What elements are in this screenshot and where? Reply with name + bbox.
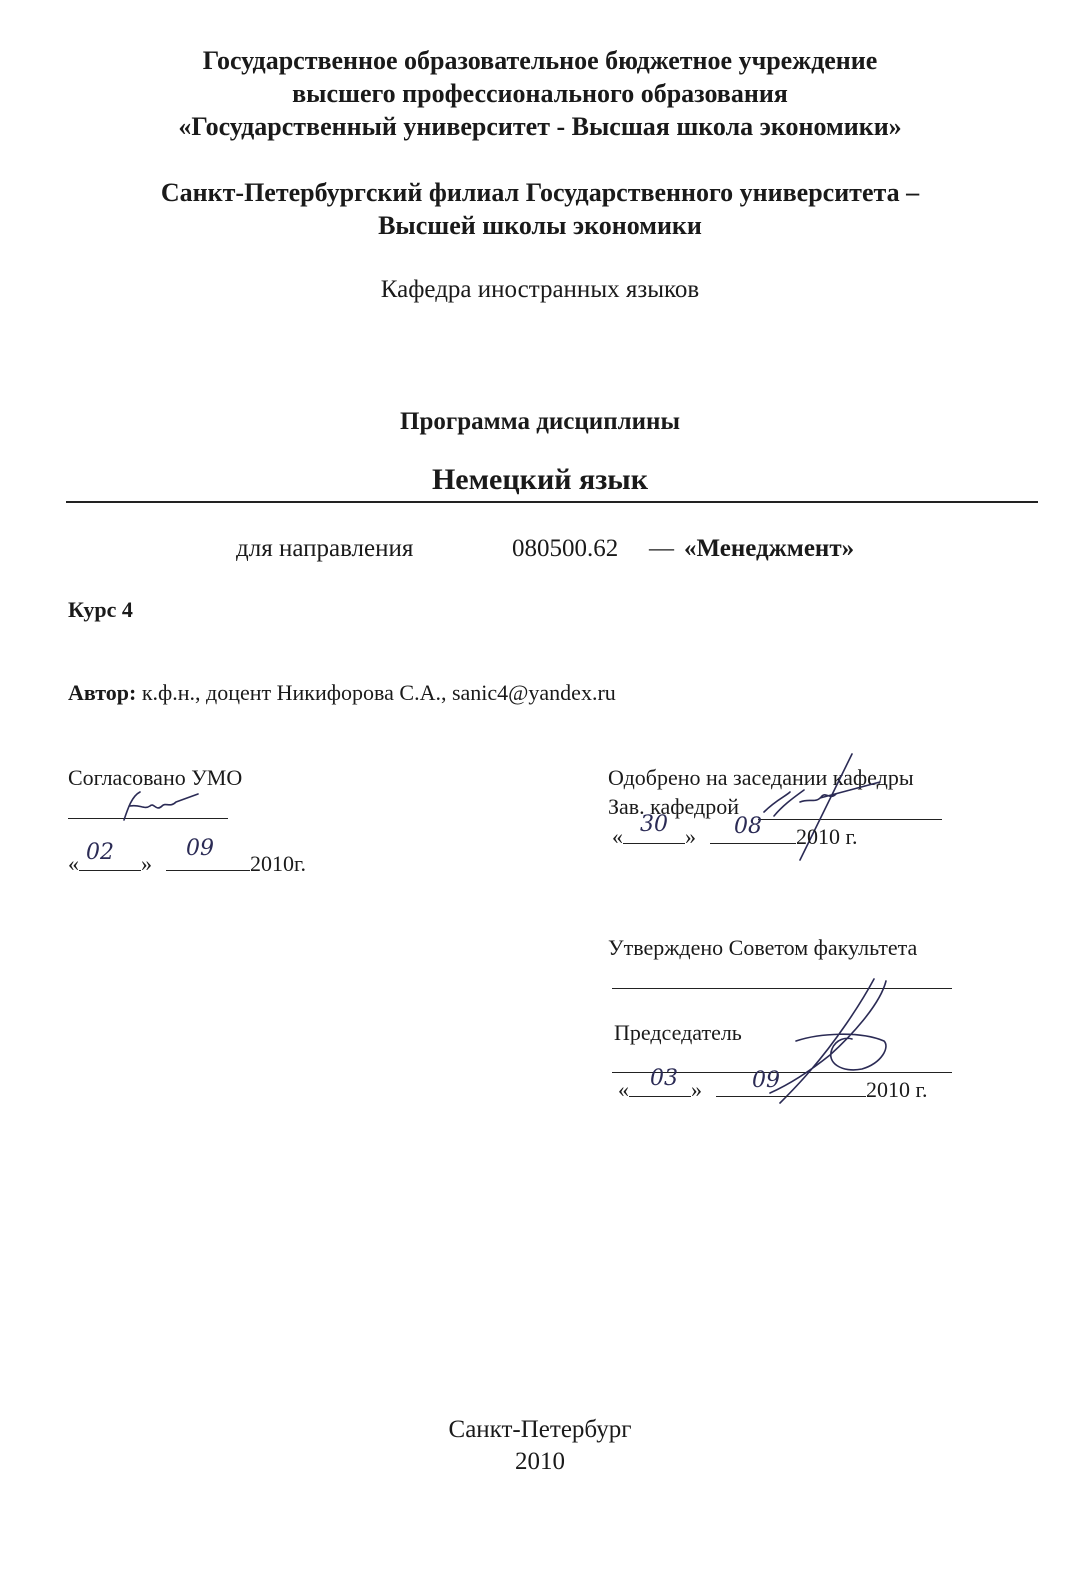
- umo-signature: [110, 786, 200, 826]
- umo-title: Согласовано УМО: [68, 765, 243, 790]
- institution-line-1: Государственное образовательное бюджетное учреждение: [202, 46, 878, 75]
- institution-header: [0, 44, 1080, 143]
- council-month-handwritten: 09: [752, 1068, 780, 1093]
- direction-name: «Менеджмент»: [684, 535, 855, 562]
- council-date: « » 2010 г.: [618, 1077, 928, 1102]
- umo-year: 2010г.: [250, 851, 307, 876]
- department-date: « » 2010 г.: [612, 824, 858, 849]
- council-year: 2010 г.: [866, 1077, 928, 1102]
- umo-month-handwritten: 09: [186, 836, 214, 861]
- branch-line-1: Санкт-Петербургский филиал Государственного университета –: [160, 178, 920, 207]
- department-signature: [760, 752, 940, 872]
- department-name: Кафедра иностранных языков: [380, 276, 700, 303]
- footer-year: 2010: [515, 1448, 565, 1475]
- branch-header: [0, 176, 1080, 242]
- institution-line-2: высшего профессионального образования: [292, 79, 788, 108]
- department-day-handwritten: 30: [640, 812, 668, 837]
- umo-date: « » 2010г.: [68, 851, 307, 876]
- footer-city: Санкт-Петербург: [448, 1416, 632, 1443]
- council-title: Утверждено Советом факультета: [608, 935, 918, 960]
- branch-line-2: Высшей школы экономики: [378, 211, 702, 240]
- program-label: Программа дисциплины: [400, 408, 680, 435]
- institution-line-3: «Государственный университет - Высшая школа экономики»: [178, 112, 902, 141]
- umo-day-handwritten: 02: [86, 840, 114, 865]
- direction-dash: —: [649, 535, 674, 562]
- author-label: Автор:: [68, 680, 137, 705]
- department-year: 2010 г.: [796, 824, 858, 849]
- direction-code: 080500.62: [512, 535, 619, 562]
- direction-prefix: для направления: [236, 535, 414, 562]
- council-chair-label: Председатель: [614, 1020, 742, 1045]
- department-head-label: Зав. кафедрой: [608, 794, 739, 819]
- council-month-blank: [716, 1076, 866, 1097]
- department-month-handwritten: 08: [734, 814, 762, 839]
- subject-title: Немецкий язык: [431, 463, 649, 496]
- course-label: Курс 4: [68, 597, 133, 622]
- author-line: [68, 680, 616, 706]
- author-text: к.ф.н., доцент Никифорова С.А., sanic4@yandex.ru: [141, 680, 616, 705]
- title-rule: [66, 501, 1038, 503]
- council-day-handwritten: 03: [650, 1066, 678, 1091]
- department-approval-title: Одобрено на заседании кафедры: [608, 765, 914, 790]
